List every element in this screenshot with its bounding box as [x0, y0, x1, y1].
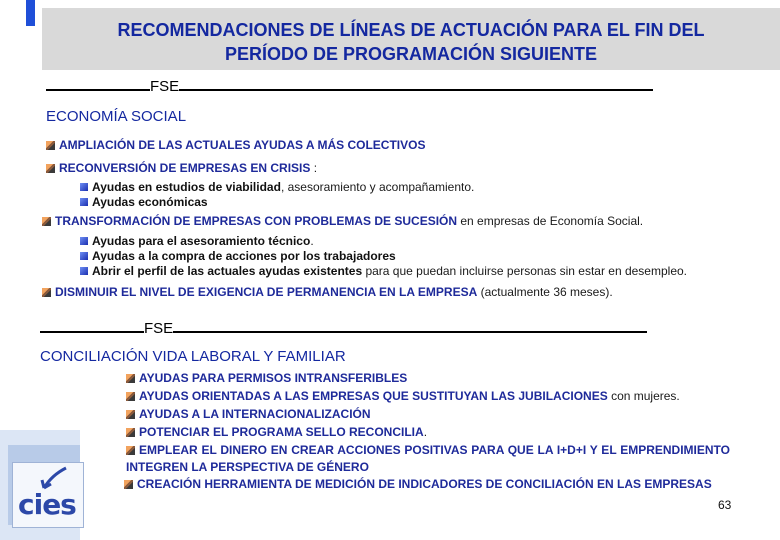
sub-list-item: Ayudas a la compra de acciones por los trabajadores: [80, 249, 396, 264]
square-bullet-icon: [80, 198, 88, 206]
section-title-economia-social: ECONOMÍA SOCIAL: [46, 108, 187, 125]
bullet-icon: [46, 141, 55, 150]
accent-bar: [26, 0, 35, 26]
list-item: RECONVERSIÓN DE EMPRESAS EN CRISIS :: [46, 161, 317, 176]
cies-logo: cies: [18, 488, 76, 521]
square-bullet-icon: [80, 267, 88, 275]
square-bullet-icon: [80, 183, 88, 191]
underline-rule: [46, 88, 150, 91]
bullet-icon: [42, 288, 51, 297]
list-item: EMPLEAR EL DINERO EN CREAR ACCIONES POSITIVAS PARA QUE LA I+D+I Y EL EMPRENDIMIENTO INTEGREN LA PERSPECTIVA DE GÉNERO: [126, 443, 730, 474]
sub-list-item: Abrir el perfil de las actuales ayudas existentes para que puedan incluirse personas sin estar en desempleo.: [80, 264, 687, 279]
square-bullet-icon: [80, 237, 88, 245]
sub-list-item: Ayudas para el asesoramiento técnico.: [80, 234, 314, 249]
fund-line-1: [46, 78, 653, 96]
fund-label: FSE: [144, 320, 174, 337]
bullet-icon: [126, 392, 135, 401]
fund-label: FSE: [150, 78, 180, 95]
list-item: POTENCIAR EL PROGRAMA SELLO RECONCILIA.: [126, 425, 427, 440]
underline-rule: [173, 330, 647, 333]
square-bullet-icon: [80, 252, 88, 260]
bullet-icon: [46, 164, 55, 173]
bullet-icon: [42, 217, 51, 226]
list-item: AYUDAS ORIENTADAS A LAS EMPRESAS QUE SUSTITUYAN LAS JUBILACIONES con mujeres.: [126, 389, 680, 404]
slide-title-line-2: PERÍODO DE PROGRAMACIÓN SIGUIENTE: [224, 44, 598, 64]
fund-line-2: [40, 320, 647, 338]
bullet-icon: [124, 480, 133, 489]
underline-rule: [40, 330, 144, 333]
page-number: 63: [718, 498, 732, 512]
bullet-icon: [126, 428, 135, 437]
list-item: AYUDAS PARA PERMISOS INTRANSFERIBLES: [126, 371, 407, 386]
list-item: DISMINUIR EL NIVEL DE EXIGENCIA DE PERMANENCIA EN LA EMPRESA (actualmente 36 meses).: [42, 285, 613, 300]
sub-list-item: Ayudas económicas: [80, 195, 208, 210]
bullet-icon: [126, 410, 135, 419]
list-item: TRANSFORMACIÓN DE EMPRESAS CON PROBLEMAS DE SUCESIÓN en empresas de Economía Social.: [42, 214, 643, 229]
slide-title-box: [42, 8, 780, 70]
underline-rule: [179, 88, 653, 91]
slide-title-line-1: RECOMENDACIONES DE LÍNEAS DE ACTUACIÓN PARA EL FIN DEL: [117, 20, 705, 40]
bullet-icon: [126, 374, 135, 383]
list-item: AMPLIACIÓN DE LAS ACTUALES AYUDAS A MÁS COLECTIVOS: [46, 138, 425, 153]
list-item: AYUDAS A LA INTERNACIONALIZACIÓN: [126, 407, 371, 422]
sub-list-item: Ayudas en estudios de viabilidad, asesoramiento y acompañamiento.: [80, 180, 474, 195]
section-title-conciliacion: CONCILIACIÓN VIDA LABORAL Y FAMILIAR: [40, 348, 346, 365]
list-item: CREACIÓN HERRAMIENTA DE MEDICIÓN DE INDICADORES DE CONCILIACIÓN EN LAS EMPRESAS: [124, 476, 730, 493]
bullet-icon: [126, 446, 135, 455]
